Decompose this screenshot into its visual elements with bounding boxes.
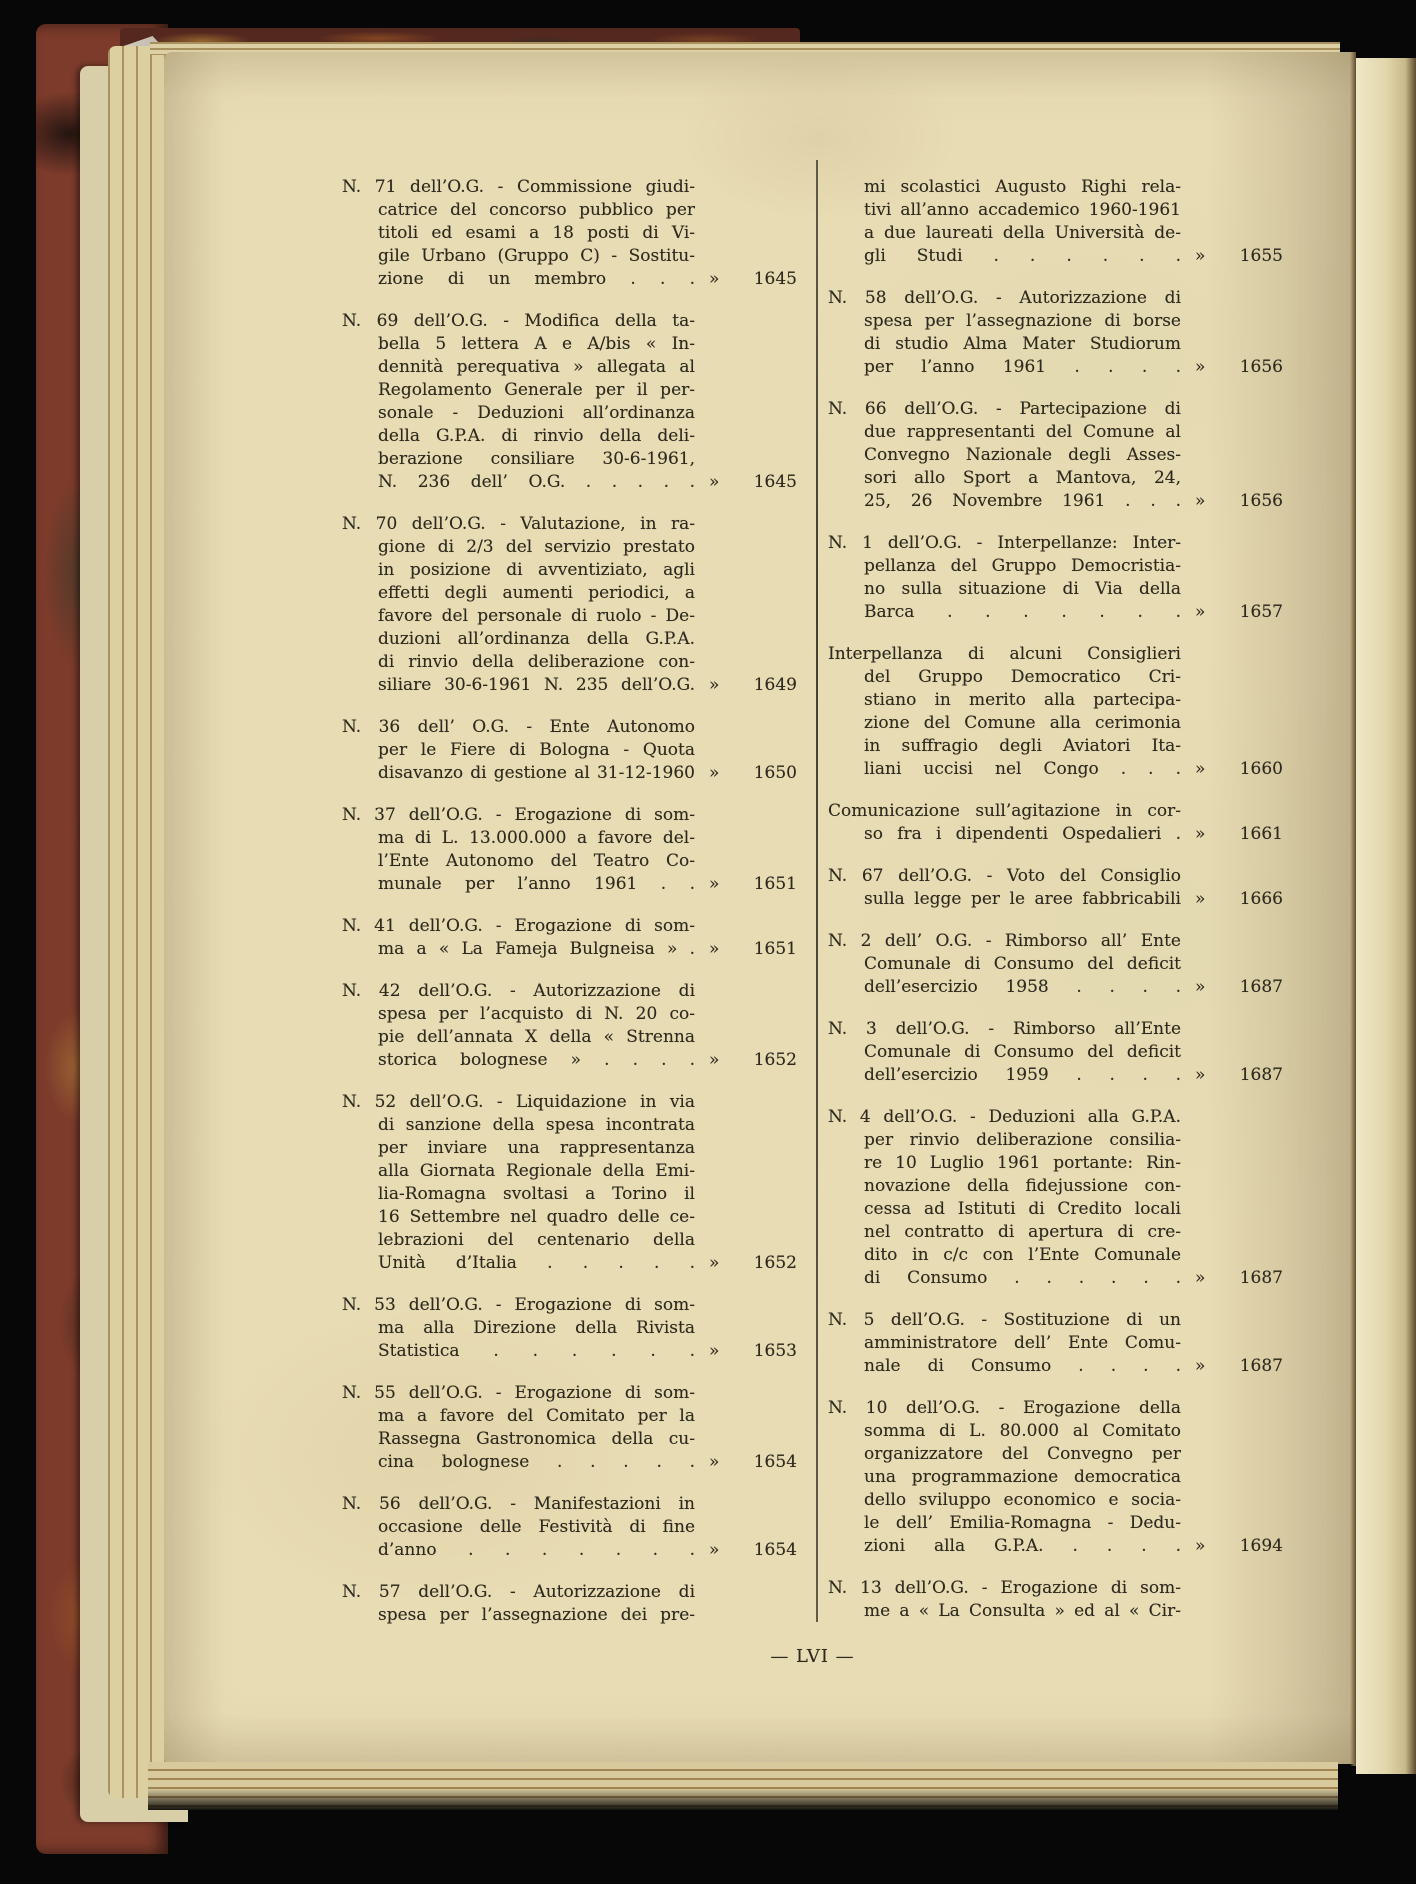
entry-line: N. 5 dell’O.G. - Sostituzione di un	[828, 1310, 1181, 1330]
entry-line: nale di Consumo . . . .	[864, 1356, 1181, 1376]
page-ref	[709, 762, 797, 785]
entry-line: della G.P.A. di rinvio della deli-	[378, 426, 695, 446]
next-page-edge	[1356, 58, 1416, 1774]
entry-line: re 10 Luglio 1961 portante: Rin-	[864, 1153, 1181, 1173]
entry-line: Rassegna Gastronomica della cu-	[378, 1429, 695, 1449]
ref-mark: »	[709, 269, 720, 289]
page-ref	[709, 1539, 797, 1562]
index-entry	[828, 643, 1283, 781]
page-number: 1657	[1239, 602, 1283, 622]
page-number: 1645	[753, 269, 797, 289]
page-ref	[1195, 888, 1283, 911]
entry-line: siliare 30-6-1961 N. 235 dell’O.G.	[378, 675, 695, 695]
page-ref	[709, 674, 797, 697]
page-ref	[709, 1252, 797, 1275]
page-ref	[1195, 976, 1283, 999]
entry-line: favore del personale di ruolo - De-	[378, 606, 695, 626]
entry-line: berazione consiliare 30-6-1961,	[378, 449, 695, 469]
page-number: 1645	[753, 472, 797, 492]
entry-line: cessa ad Istituti di Credito locali	[864, 1199, 1181, 1219]
index-entry	[342, 915, 797, 961]
entry-line: N. 70 dell’O.G. - Valutazione, in ra-	[342, 514, 695, 534]
index-entry	[342, 176, 797, 291]
page-number: 1654	[753, 1452, 797, 1472]
ref-mark: »	[709, 1253, 720, 1273]
index-entry	[828, 398, 1283, 513]
index-entry	[342, 980, 797, 1072]
entry-line: zioni alla G.P.A. . . . .	[864, 1536, 1181, 1556]
page-number: 1652	[753, 1253, 797, 1273]
entry-line: pie dell’annata X della « Strenna	[378, 1027, 695, 1047]
entry-line: dello sviluppo economico e socia-	[864, 1490, 1181, 1510]
entry-line: zione del Comune alla cerimonia	[864, 713, 1181, 733]
page-ref	[1195, 356, 1283, 379]
entry-line: N. 42 dell’O.G. - Autorizzazione di	[342, 981, 695, 1001]
ref-mark: »	[1195, 1065, 1206, 1085]
entry-line: lia-Romagna svoltasi a Torino il	[378, 1184, 695, 1204]
entry-line: di rinvio della deliberazione con-	[378, 652, 695, 672]
page-number: 1656	[1239, 491, 1283, 511]
entry-line: in posizione di avventiziato, agli	[378, 560, 695, 580]
index-entry	[828, 287, 1283, 379]
entry-line: Comunale di Consumo del deficit	[864, 954, 1181, 974]
index-entry	[342, 716, 797, 785]
entry-line: per l’anno 1961 . . . .	[864, 357, 1181, 377]
index-column-right	[828, 176, 1283, 1642]
index-entry	[828, 930, 1283, 999]
ref-mark: »	[709, 1540, 720, 1560]
entry-line: N. 67 dell’O.G. - Voto del Consiglio	[828, 866, 1181, 886]
page-ref	[1195, 1355, 1283, 1378]
entry-line: N. 4 dell’O.G. - Deduzioni alla G.P.A.	[828, 1107, 1181, 1127]
entry-line: somma di L. 80.000 al Comitato	[864, 1421, 1181, 1441]
entry-line: spesa per l’acquisto di N. 20 co-	[378, 1004, 695, 1024]
ref-mark: »	[1195, 759, 1206, 779]
page-ref	[1195, 245, 1283, 268]
entry-line: d’anno . . . . . . .	[378, 1540, 695, 1560]
entry-line: N. 37 dell’O.G. - Erogazione di som-	[342, 805, 695, 825]
entry-line: pellanza del Gruppo Democristia-	[864, 556, 1181, 576]
entry-line: zione di un membro . . .	[378, 269, 695, 289]
entry-line: dennità perequativa » allegata al	[378, 357, 695, 377]
ref-mark: »	[1195, 1268, 1206, 1288]
index-entry	[828, 800, 1283, 846]
entry-line: mi scolastici Augusto Righi rela-	[864, 177, 1181, 197]
page-ref	[1195, 601, 1283, 624]
page-number: 1687	[1239, 1356, 1283, 1376]
index-entry	[342, 1382, 797, 1474]
entry-line: per rinvio deliberazione consilia-	[864, 1130, 1181, 1150]
entry-line: N. 56 dell’O.G. - Manifestazioni in	[342, 1494, 695, 1514]
index-entry	[828, 176, 1283, 268]
entry-line: ma di L. 13.000.000 a favore del-	[378, 828, 695, 848]
entry-line: 16 Settembre nel quadro delle ce-	[378, 1207, 695, 1227]
entry-line: N. 2 dell’ O.G. - Rimborso all’ Ente	[828, 931, 1181, 951]
entry-line: le dell’ Emilia-Romagna - Dedu-	[864, 1513, 1181, 1533]
page-number: 1661	[1239, 824, 1283, 844]
entry-line: cina bolognese . . . . .	[378, 1452, 695, 1472]
index-entry	[342, 1493, 797, 1562]
index-entry	[828, 1018, 1283, 1087]
page-number: 1649	[753, 675, 797, 695]
entry-line: N. 36 dell’ O.G. - Ente Autonomo	[342, 717, 695, 737]
entry-line: storica bolognese » . . . .	[378, 1050, 695, 1070]
entry-line: per le Fiere di Bologna - Quota	[378, 740, 695, 760]
entry-line: dell’esercizio 1959 . . . .	[864, 1065, 1181, 1085]
ref-mark: »	[709, 675, 720, 695]
index-entry	[828, 1577, 1283, 1623]
page-number: 1687	[1239, 1065, 1283, 1085]
entry-line: una programmazione democratica	[864, 1467, 1181, 1487]
page-ref	[1195, 823, 1283, 846]
entry-line: Unità d’Italia . . . . .	[378, 1253, 695, 1273]
entry-line: organizzatore del Convegno per	[864, 1444, 1181, 1464]
entry-line: novazione della fidejussione con-	[864, 1176, 1181, 1196]
entry-line: ma alla Direzione della Rivista	[378, 1318, 695, 1338]
entry-line: ma a favore del Comitato per la	[378, 1406, 695, 1426]
entry-line: Statistica . . . . . .	[378, 1341, 695, 1361]
entry-line: munale per l’anno 1961 . .	[378, 874, 695, 894]
entry-line: l’Ente Autonomo del Teatro Co-	[378, 851, 695, 871]
entry-line: dell’esercizio 1958 . . . .	[864, 977, 1181, 997]
entry-line: tivi all’anno accademico 1960-1961	[864, 200, 1181, 220]
entry-line: liani uccisi nel Congo . . .	[864, 759, 1181, 779]
column-rule	[816, 160, 818, 1622]
ref-mark: »	[1195, 602, 1206, 622]
entry-line: N. 52 dell’O.G. - Liquidazione in via	[342, 1092, 695, 1112]
page-ref	[709, 1340, 797, 1363]
page-ref	[1195, 758, 1283, 781]
ref-mark: »	[1195, 491, 1206, 511]
entry-line: lebrazioni del centenario della	[378, 1230, 695, 1250]
entry-line: ma a « La Fameja Bulgneisa » .	[378, 939, 695, 959]
index-entry	[828, 1397, 1283, 1558]
entry-line: N. 58 dell’O.G. - Autorizzazione di	[828, 288, 1181, 308]
entry-line: me a « La Consulta » ed al « Cir-	[864, 1601, 1181, 1621]
entry-line: Comunale di Consumo del deficit	[864, 1042, 1181, 1062]
entry-line: N. 1 dell’O.G. - Interpellanze: Inter-	[828, 533, 1181, 553]
ref-mark: »	[709, 1050, 720, 1070]
index-entry	[342, 1581, 797, 1627]
entry-line: no sulla situazione di Via della	[864, 579, 1181, 599]
ref-mark: »	[1195, 824, 1206, 844]
entry-line: N. 10 dell’O.G. - Erogazione della	[828, 1398, 1181, 1418]
entry-line: sori allo Sport a Mantova, 24,	[864, 468, 1181, 488]
page-ref	[709, 1451, 797, 1474]
page-number: 1666	[1239, 889, 1283, 909]
page-number: 1687	[1239, 977, 1283, 997]
entry-line: per inviare una rappresentanza	[378, 1138, 695, 1158]
index-entry	[342, 310, 797, 494]
entry-line: del Gruppo Democratico Cri-	[864, 667, 1181, 687]
entry-line: N. 13 dell’O.G. - Erogazione di som-	[828, 1578, 1181, 1598]
entry-line: N. 71 dell’O.G. - Commissione giudi-	[342, 177, 695, 197]
page-number: 1652	[753, 1050, 797, 1070]
entry-line: N. 69 dell’O.G. - Modifica della ta-	[342, 311, 695, 331]
page-ref	[709, 1049, 797, 1072]
page-number: 1651	[753, 939, 797, 959]
ref-mark: »	[709, 763, 720, 783]
entry-line: duzioni all’ordinanza della G.P.A.	[378, 629, 695, 649]
entry-line: di Consumo . . . . . .	[864, 1268, 1181, 1288]
entry-line: dito in c/c con l’Ente Comunale	[864, 1245, 1181, 1265]
entry-line: effetti degli aumenti periodici, a	[378, 583, 695, 603]
page-ref	[1195, 490, 1283, 513]
entry-line: in suffragio degli Aviatori Ita-	[864, 736, 1181, 756]
entry-line: gli Studi . . . . . .	[864, 246, 1181, 266]
entry-line: di sanzione della spesa incontrata	[378, 1115, 695, 1135]
index-entry	[828, 532, 1283, 624]
page-ref	[709, 938, 797, 961]
entry-line: di studio Alma Mater Studiorum	[864, 334, 1181, 354]
entry-line: titoli ed esami a 18 posti di Vi-	[378, 223, 695, 243]
page-stack-left-edge	[108, 46, 168, 1798]
page-ref	[709, 268, 797, 291]
index-entry	[828, 1309, 1283, 1378]
index-entry	[342, 513, 797, 697]
page-ref	[709, 873, 797, 896]
entry-line: spesa per l’assegnazione di borse	[864, 311, 1181, 331]
page-number: 1660	[1239, 759, 1283, 779]
page-ref	[709, 471, 797, 494]
ref-mark: »	[1195, 246, 1206, 266]
page-stack-bottom-edge	[148, 1762, 1338, 1810]
entry-line: alla Giornata Regionale della Emi-	[378, 1161, 695, 1181]
page-number: 1651	[753, 874, 797, 894]
entry-line: N. 53 dell’O.G. - Erogazione di som-	[342, 1295, 695, 1315]
entry-line: gione di 2/3 del servizio prestato	[378, 537, 695, 557]
entry-line: gile Urbano (Gruppo C) - Sostitu-	[378, 246, 695, 266]
index-entry	[342, 1294, 797, 1363]
entry-line: 25, 26 Novembre 1961 . . .	[864, 491, 1181, 511]
entry-line: bella 5 lettera A e A/bis « In-	[378, 334, 695, 354]
ref-mark: »	[709, 1341, 720, 1361]
entry-line: disavanzo di gestione al 31-12-1960	[378, 763, 695, 783]
entry-line: N. 57 dell’O.G. - Autorizzazione di	[342, 1582, 695, 1602]
entry-line: spesa per l’assegnazione dei pre-	[378, 1605, 695, 1625]
page-number: 1650	[753, 763, 797, 783]
entry-line: Comunicazione sull’agitazione in cor-	[828, 801, 1181, 821]
page-ref	[1195, 1535, 1283, 1558]
index-entry	[342, 1091, 797, 1275]
ref-mark: »	[709, 472, 720, 492]
index-entry	[828, 1106, 1283, 1290]
ref-mark: »	[1195, 977, 1206, 997]
entry-line: stiano in merito alla partecipa-	[864, 690, 1181, 710]
entry-line: N. 41 dell’O.G. - Erogazione di som-	[342, 916, 695, 936]
page-number: 1654	[753, 1540, 797, 1560]
entry-line: occasione delle Festività di fine	[378, 1517, 695, 1537]
ref-mark: »	[1195, 357, 1206, 377]
entry-line: N. 66 dell’O.G. - Partecipazione di	[828, 399, 1181, 419]
entry-line: a due laureati della Università de-	[864, 223, 1181, 243]
ref-mark: »	[1195, 889, 1206, 909]
entry-line: sonale - Deduzioni all’ordinanza	[378, 403, 695, 423]
entry-line: amministratore dell’ Ente Comu-	[864, 1333, 1181, 1353]
page-ref	[1195, 1267, 1283, 1290]
page-number: 1655	[1239, 246, 1283, 266]
entry-line: sulla legge per le aree fabbricabili	[864, 889, 1181, 909]
index-entry	[828, 865, 1283, 911]
entry-line: due rappresentanti del Comune al	[864, 422, 1181, 442]
ref-mark: »	[709, 1452, 720, 1472]
entry-line: N. 55 dell’O.G. - Erogazione di som-	[342, 1383, 695, 1403]
entry-line: Convegno Nazionale degli Asses-	[864, 445, 1181, 465]
page-number: 1653	[753, 1341, 797, 1361]
entry-line: N. 3 dell’O.G. - Rimborso all’Ente	[828, 1019, 1181, 1039]
ref-mark: »	[1195, 1536, 1206, 1556]
entry-line: Barca . . . . . . .	[864, 602, 1181, 622]
folio-number: — LVI —	[770, 1646, 855, 1667]
entry-line: Interpellanza di alcuni Consiglieri	[828, 644, 1181, 664]
index-entry	[342, 804, 797, 896]
ref-mark: »	[709, 939, 720, 959]
entry-line: catrice del concorso pubblico per	[378, 200, 695, 220]
entry-line: nel contratto di apertura di cre-	[864, 1222, 1181, 1242]
page-number: 1656	[1239, 357, 1283, 377]
index-column-left	[342, 176, 797, 1646]
ref-mark: »	[709, 874, 720, 894]
page-number: 1694	[1239, 1536, 1283, 1556]
entry-line: Regolamento Generale per il per-	[378, 380, 695, 400]
ref-mark: »	[1195, 1356, 1206, 1376]
entry-line: N. 236 dell’ O.G. . . . . .	[378, 472, 695, 492]
page-number: 1687	[1239, 1268, 1283, 1288]
page-ref	[1195, 1064, 1283, 1087]
entry-line: so fra i dipendenti Ospedalieri .	[864, 824, 1181, 844]
